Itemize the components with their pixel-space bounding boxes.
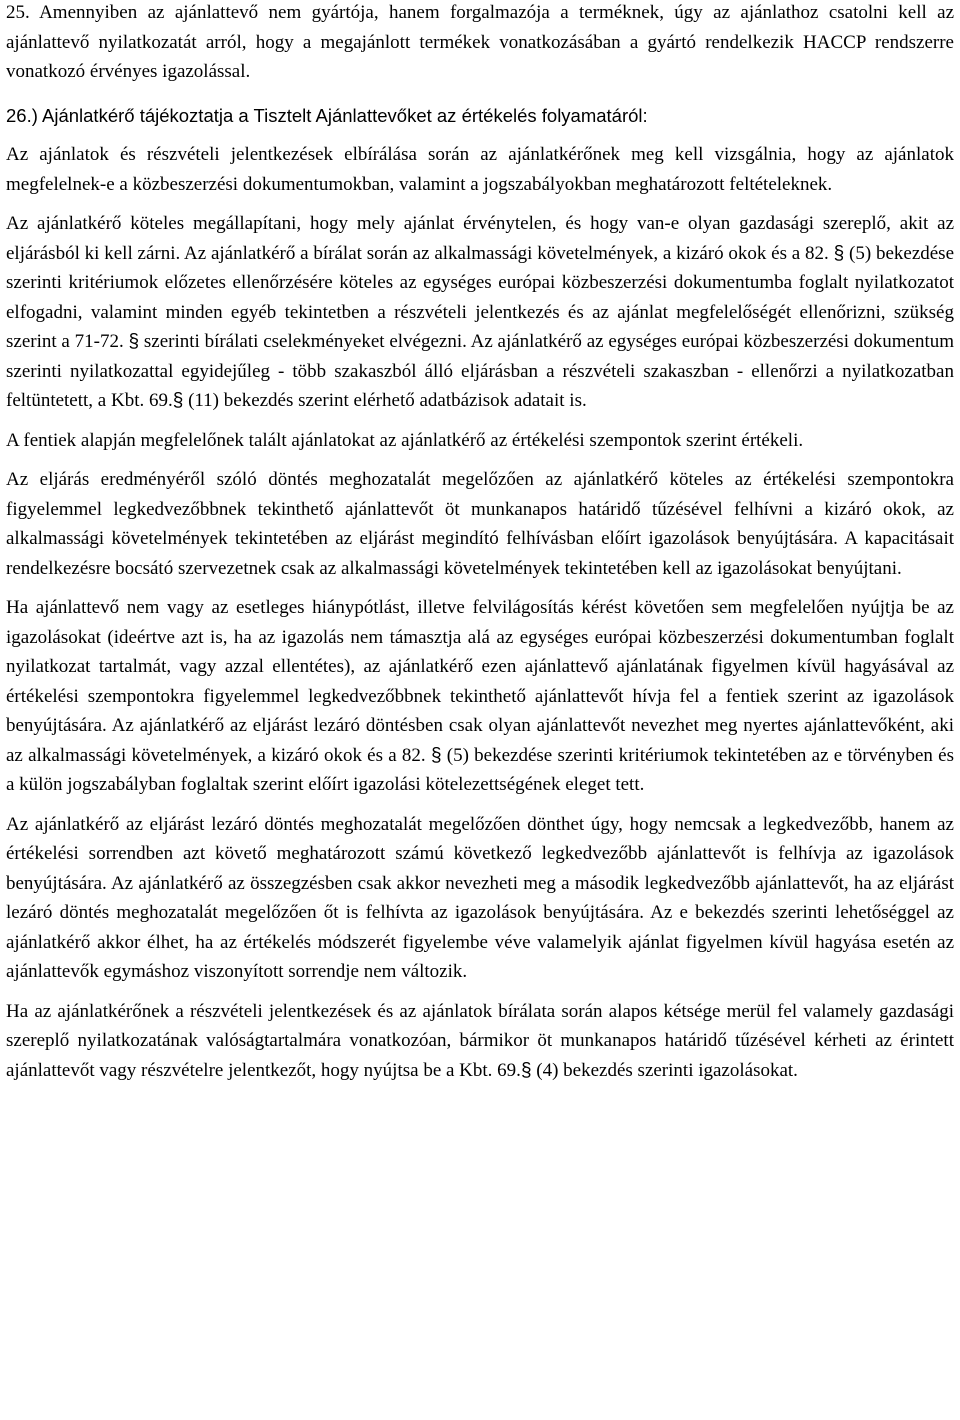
- item-25-text: Amennyiben az ajánlattevő nem gyártója, hanem forgalmazója a terméknek, úgy az ajánlathoz csatolni kell az ajánlattevő nyilatkozatát arról, hogy a megajánlott termékek vonatkozásában a gyártó rendelkezik HACCP rendszerre vonatkozó érvényes igazolással.: [6, 2, 955, 82]
- p2-part-d: (11) bekezdés szerint elérhető adatbázisok adatait is.: [188, 390, 587, 411]
- paragraph-item-26: [6, 101, 954, 131]
- paragraph-item-25: [6, 0, 954, 87]
- p2-part-b: (5) bekezdése szerinti kritériumok előzetes ellenőrzésére köteles az egységes európai közbeszerzési dokumentumba foglalt nyilatkozatot elfogadni, valamint minden egyéb tekintetben a részvételi jelentkezés és az ajánlat megfelelőségét ellenőrizni, szükség szerint a 71-72.: [6, 242, 955, 352]
- paragraph-certificates-request: Az eljárás eredményéről szóló döntés meghozatalát megelőzően az ajánlatkérő köteles az értékelési szempontokra figyelemmel legkedvezőbbnek tekinthető ajánlattevőt öt munkanapos határidő tűzésével felhívni a kizáró okok, az alkalmassági követelmények tekintetében az eljárást megindító felhívásban előírt igazolások benyújtására. A kapacitásait rendelkezésre bocsátó szervezetnek csak az alkalmassági követelmények tekintetében kell az igazolásokat benyújtani.: [6, 469, 954, 579]
- p2-part-a: Az ajánlatkérő köteles megállapítani, hogy mely ajánlat érvénytelen, és hogy van-e olyan gazdasági szereplő, akit az eljárásból ki kell zárni. Az ajánlatkérő a bírálat során az alkalmassági követelmények, a kizáró okok és a 82.: [6, 213, 954, 264]
- section-sign: §: [520, 1059, 532, 1081]
- section-sign: §: [128, 331, 140, 352]
- p7-part-b: (4) bekezdés szerinti igazolásokat.: [536, 1059, 798, 1081]
- paragraph-invalidity-check: [6, 209, 954, 416]
- paragraph-missing-certificates: [6, 593, 954, 800]
- paragraph-evaluation-criteria: A fentiek alapján megfelelőnek talált ajánlatokat az ajánlatkérő az értékelési szempontok szerint értékeli.: [6, 429, 804, 451]
- paragraph-evaluation-review: Az ajánlatok és részvételi jelentkezések elbírálása során az ajánlatkérőnek meg kell vizsgálnia, hogy az ajánlatok megfelelnek-e a közbeszerzési dokumentumokban, valamint a jogszabályokban meghatározott feltételeknek.: [6, 144, 954, 195]
- paragraph-doubt-verification: [6, 997, 954, 1086]
- section-sign: §: [172, 390, 184, 411]
- paragraph-ranking-order: Az ajánlatkérő az eljárást lezáró döntés meghozatalát megelőzően dönthet úgy, hogy nemcsak a legkedvezőbb, hanem az értékelési sorrendben azt követő meghatározott számú következő legkedvezőbb ajánlattevőt is felhívja az igazolások benyújtására. Az ajánlatkérő az összegzésben csak akkor nevezheti meg a második legkedvezőbb ajánlattevőt, ha az eljárást lezáró döntés meghozatalát megelőzően őt is felhívta az igazolások benyújtására. Az e bekezdés szerinti lehetőséggel az ajánlatkérő akkor élhet, ha az értékelés módszerét figyelembe véve valamelyik ajánlat figyelmen kívül hagyása esetén az ajánlattevők egymáshoz viszonyított sorrendje nem változik.: [6, 813, 954, 982]
- p5-part-a: Ha ajánlattevő nem vagy az esetleges hiánypótlást, illetve felvilágosítás kérést követően sem megfelelően nyújtja be az igazolásokat (ideértve azt is, ha az igazolás nem támasztja alá az egységes európai közbeszerzési dokumentumban foglalt nyilatkozat tartalmát, vagy azzal ellentétes), az ajánlatkérő ezen ajánlattevő ajánlatának figyelmen kívül hagyásával az értékelési szempontokra figyelemmel legkedvezőbbnek tekinthető ajánlattevőt hívja fel a fentiek szerint az igazolások benyújtására. Az ajánlatkérő az eljárást lezáró döntésben csak olyan ajánlattevőt nevezhet meg nyertes ajánlattevőként, aki az alkalmassági követelmények, a kizáró okok és a 82.: [6, 597, 954, 766]
- item-26-text: ) Ajánlatkérő tájékoztatja a Tisztelt Ajánlattevőket az értékelés folyamatáról:: [31, 104, 648, 126]
- p5-part-b: (5) bekezdése szerinti kritériumok tekintetében az e törvényben és a külön jogszabályban foglaltak szerint előírt igazolási kötelezettségének eleget tett.: [6, 744, 954, 795]
- section-sign: §: [833, 242, 845, 264]
- section-sign: §: [430, 744, 442, 766]
- item-25-number: 25.: [6, 2, 30, 23]
- p7-part-a: Ha az ajánlatkérőnek a részvételi jelentkezések és az ajánlatok bírálata során alapos kétsége merül fel valamely gazdasági szereplő nyilatkozatának valóságtartalmára vonatkozóan, bármikor öt munkanapos határidő tűzésével kérheti az érintett ajánlattevőt vagy részvételre jelentkezőt, hogy nyújtsa be a Kbt. 69.: [6, 1000, 954, 1081]
- item-26-number: 26.: [6, 104, 32, 126]
- p2-part-c: szerinti bírálati cselekményeket elvégezni. Az ajánlatkérő az egységes európai közbeszerzési dokumentum szerinti nyilatkozattal egyidejűleg - több szakaszból álló eljárásban a részvételi szakaszban - ellenőrzi a nyilatkozatban feltüntetett, a Kbt. 69.: [6, 331, 955, 411]
